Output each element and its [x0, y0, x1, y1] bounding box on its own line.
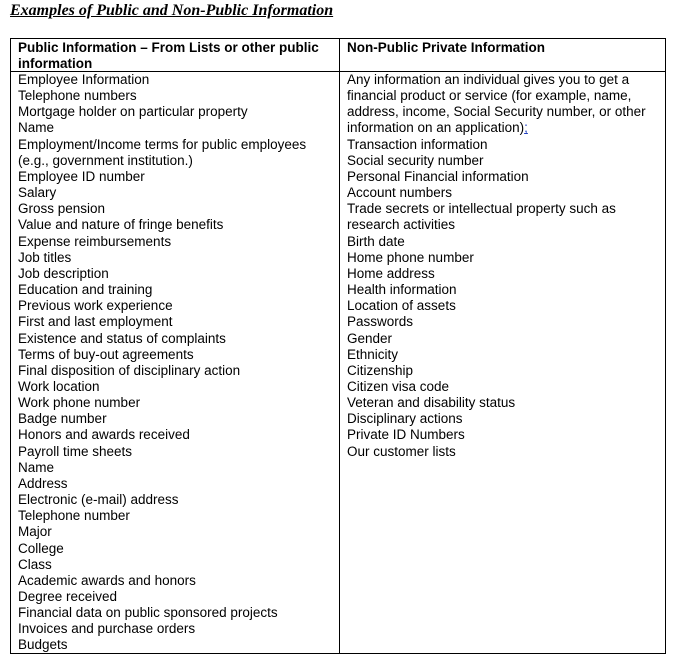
non-public-information-item: Gender [347, 330, 393, 346]
public-information-list [18, 72, 339, 654]
non-public-information-item: Ethnicity [347, 346, 399, 362]
public-information-item: Employee Information [18, 72, 150, 87]
public-information-item: Financial data on public sponsored projects [18, 605, 278, 621]
header-divider [11, 71, 665, 72]
public-information-item: Employee ID number [18, 168, 145, 184]
public-information-item: Salary [18, 185, 57, 201]
public-information-item: Academic awards and honors [18, 572, 196, 588]
public-information-item: Name [18, 120, 55, 136]
public-information-header: Public Information – From Lists or other public information [18, 40, 319, 72]
non-public-information-item: Citizenship [347, 362, 414, 378]
non-public-information-item: Account numbers [347, 185, 453, 201]
public-information-item: Payroll time sheets [18, 443, 133, 459]
public-information-column [11, 39, 340, 653]
non-public-information-item: Home address [347, 265, 435, 281]
public-information-item: Final disposition of disciplinary action [18, 362, 241, 378]
public-information-item: Terms of buy-out agreements [18, 346, 194, 362]
application-information-text: Any information an individual gives you to get a financial product or service (for example, name, address, income, Social Security number, or other information on an application) [347, 72, 646, 136]
non-public-information-item: Disciplinary actions [347, 411, 463, 427]
public-information-item: Expense reimbursements [18, 233, 172, 249]
public-information-item: Mortgage holder on particular property [18, 104, 248, 120]
non-public-information-item: Birth date [347, 233, 405, 249]
public-information-item: Badge number [18, 411, 107, 427]
non-public-information-item: Location of assets [347, 298, 456, 314]
document-title: Examples of Public and Non-Public Information [10, 2, 334, 19]
non-public-information-item: Passwords [347, 314, 414, 330]
public-information-item: Job titles [18, 249, 72, 265]
public-information-item: First and last employment [18, 314, 173, 330]
application-information-trail: ; [524, 120, 528, 136]
public-information-item: Honors and awards received [18, 427, 190, 443]
public-information-item: Telephone numbers [18, 88, 137, 104]
non-public-information-item: Health information [347, 282, 457, 298]
public-information-item: Class [18, 556, 52, 572]
non-public-information-item: Veteran and disability status [347, 395, 516, 411]
public-information-item: Telephone number [18, 508, 130, 524]
public-information-item: Education and training [18, 282, 153, 298]
non-public-information-item: Our customer lists [347, 443, 456, 459]
public-information-item: Work location [18, 378, 100, 394]
non-public-information-item: Private ID Numbers [347, 427, 465, 443]
public-information-item: Work phone number [18, 395, 141, 411]
public-information-item: Major [18, 524, 52, 540]
public-information-item: Job description [18, 265, 109, 281]
public-information-item: Electronic (e-mail) address [18, 492, 179, 508]
public-information-item: Employment/Income terms for public employees (e.g., government institution.) [18, 136, 307, 168]
public-information-item: College [18, 540, 64, 556]
non-public-information-item: Citizen visa code [347, 378, 450, 394]
information-table [10, 38, 666, 654]
non-public-information-item: Trade secrets or intellectual property such as research activities [347, 201, 616, 233]
non-public-information-column [340, 39, 665, 653]
non-public-information-item: Home phone number [347, 249, 474, 265]
non-public-information-header: Non-Public Private Information [347, 40, 546, 55]
public-information-item: Degree received [18, 589, 118, 604]
application-information-item [347, 72, 665, 137]
public-information-item: Value and nature of fringe benefits [18, 217, 224, 233]
public-information-item: Invoices and purchase orders [18, 621, 196, 637]
non-public-information-item: Social security number [347, 152, 484, 168]
non-public-information-item: Personal Financial information [347, 168, 529, 184]
public-information-item: Budgets [18, 637, 68, 653]
public-information-item: Gross pension [18, 201, 106, 217]
public-information-item: Address [18, 475, 68, 491]
public-information-item: Existence and status of complaints [18, 330, 226, 346]
non-public-information-item: Transaction information [347, 136, 488, 152]
public-information-item: Previous work experience [18, 298, 173, 314]
public-information-item: Name [18, 459, 55, 475]
non-public-information-list [347, 72, 665, 460]
